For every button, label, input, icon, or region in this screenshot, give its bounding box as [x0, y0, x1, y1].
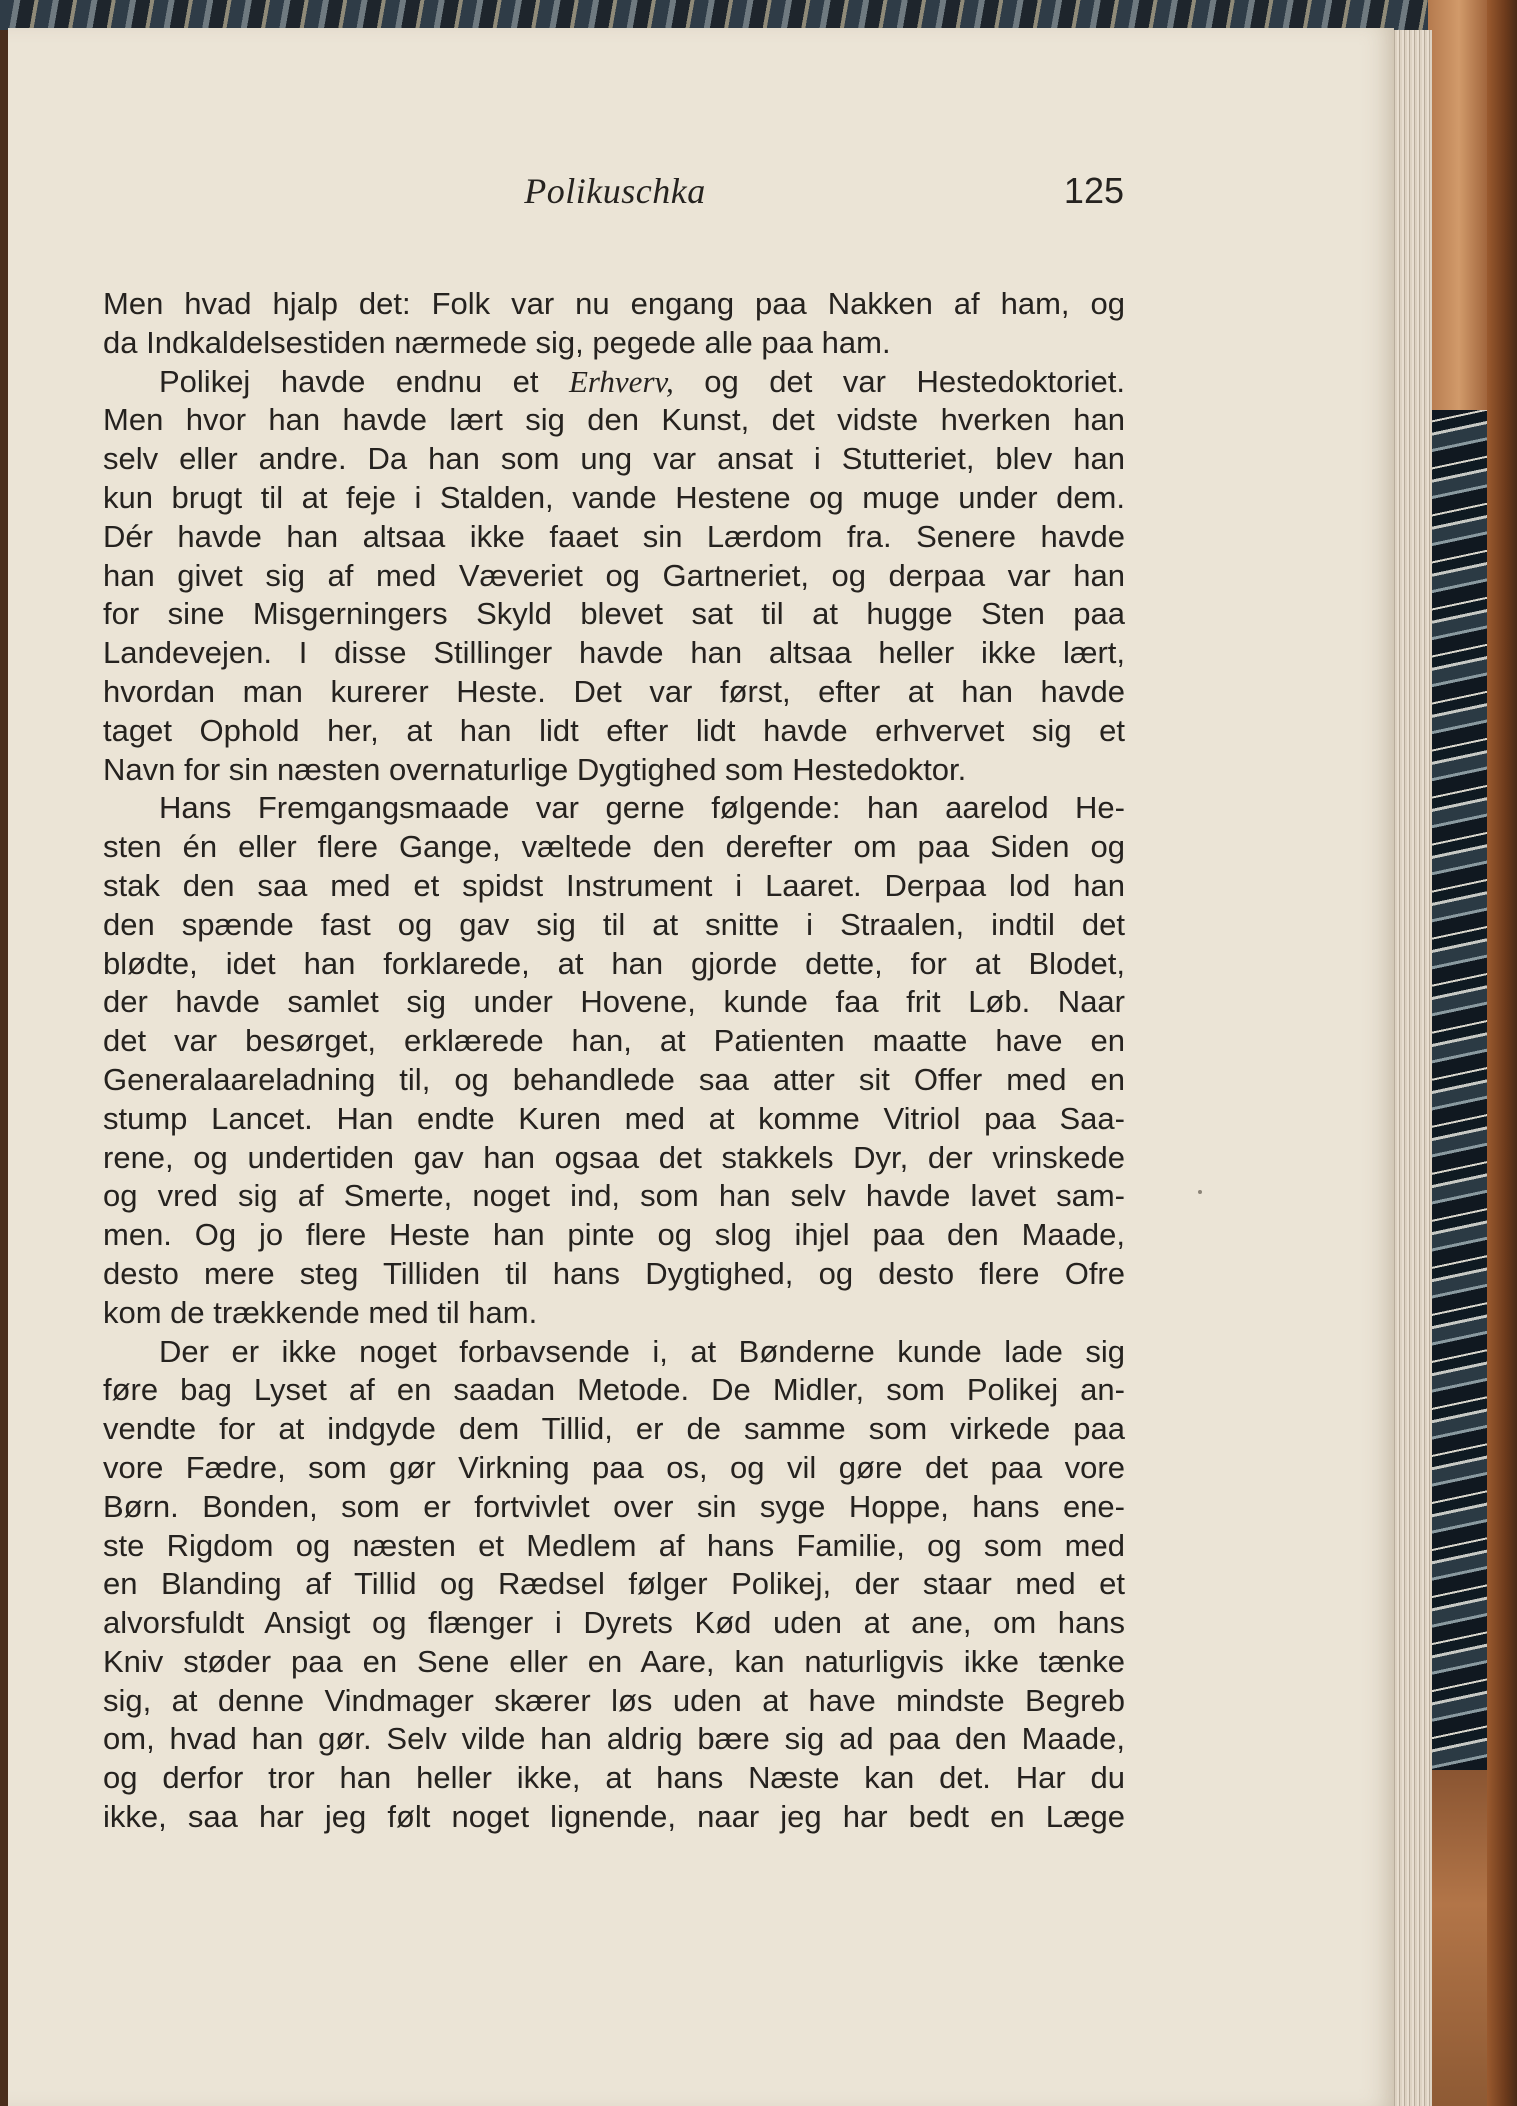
text-line-30: vendte for at indgyde dem Tillid, er de samme som virkede paa — [103, 1411, 1125, 1447]
running-title: Polikuschka — [524, 171, 706, 211]
text-line-12: taget Ophold her, at han lidt efter lidt havde erhvervet sig et — [103, 712, 1125, 748]
text-line-4: Men hvor han havde lært sig den Kunst, det vidste hverken han — [103, 402, 1125, 438]
text-line-9: for sine Misgerningers Skyld blevet sat til at hugge Sten paa — [103, 596, 1125, 632]
text-line-31: vore Fædre, som gør Virkning paa os, og vil gøre det paa vore — [103, 1449, 1125, 1485]
text-line-36: Kniv støder paa en Sene eller en Aare, kan naturligvis ikke tænke — [103, 1643, 1125, 1679]
running-head — [8, 170, 1394, 220]
leather-corner-bottom — [1428, 1770, 1490, 2106]
marbled-board-edge — [0, 0, 1517, 30]
text-line-3-start: Polikej havde endnu et — [159, 363, 569, 399]
text-line-40: ikke, saa har jeg følt noget lignende, naar jeg har bedt en Læge — [103, 1799, 1125, 1835]
book-page — [8, 28, 1394, 2106]
text-line-24: og vred sig af Smerte, noget ind, som han selv havde lavet sam- — [103, 1178, 1125, 1214]
text-line-2: da Indkaldelsestiden nærmede sig, pegede alle paa ham. — [103, 324, 891, 360]
text-line-26: desto mere steg Tilliden til hans Dygtighed, og desto flere Ofre — [103, 1255, 1125, 1291]
text-line-10: Landevejen. I disse Stillinger havde han altsaa heller ikke lært, — [103, 635, 1125, 671]
text-line-28: Der er ikke noget forbavsende i, at Bønderne kunde lade sig — [159, 1333, 1125, 1369]
text-line-18: blødte, idet han forklarede, at han gjorde dette, for at Blodet, — [103, 945, 1125, 981]
text-line-20: det var besørget, erklærede han, at Patienten maatte have en — [103, 1023, 1125, 1059]
text-line-5: selv eller andre. Da han som ung var ansat i Stutteriet, blev han — [103, 441, 1125, 477]
text-line-3 — [103, 363, 1125, 402]
text-line-22: stump Lancet. Han endte Kuren med at komme Vitriol paa Saa- — [103, 1100, 1125, 1136]
text-line-25: men. Og jo flere Heste han pinte og slog ihjel paa den Maade, — [103, 1217, 1125, 1253]
text-line-11: hvordan man kurerer Heste. Det var først, efter at han havde — [103, 673, 1125, 709]
text-line-34: en Blanding af Tillid og Rædsel følger Polikej, der staar med et — [103, 1566, 1125, 1602]
text-line-27: kom de trækkende med til ham. — [103, 1294, 538, 1330]
text-line-15: sten én eller flere Gange, væltede den derefter om paa Siden og — [103, 829, 1125, 865]
text-line-32: Børn. Bonden, som er fortvivlet over sin syge Hoppe, hans ene- — [103, 1488, 1125, 1524]
text-line-14: Hans Fremgangsmaade var gerne følgende: han aarelod He- — [159, 790, 1125, 826]
text-line-33: ste Rigdom og næsten et Medlem af hans Familie, og som med — [103, 1527, 1125, 1563]
text-line-17: den spænde fast og gav sig til at snitte i Straalen, indtil det — [103, 906, 1125, 942]
text-line-13: Navn for sin næsten overnaturlige Dygtighed som Hestedoktor. — [103, 751, 967, 787]
text-line-38: om, hvad han gør. Selv vilde han aldrig bære sig ad paa den Maade, — [103, 1721, 1125, 1757]
page-number: 125 — [1063, 170, 1124, 211]
text-line-7: Dér havde han altsaa ikke faaet sin Lærdom fra. Senere havde — [103, 518, 1125, 554]
text-line-37: sig, at denne Vindmager skærer løs uden at have mindste Begreb — [103, 1682, 1125, 1718]
margin-speck — [1198, 1190, 1202, 1194]
text-line-16: stak den saa med et spidst Instrument i Laaret. Derpaa lod han — [103, 867, 1125, 903]
text-line-6: kun brugt til at feje i Stalden, vande Hestene og muge under dem. — [103, 479, 1125, 515]
text-line-1: Men hvad hjalp det: Folk var nu engang paa Nakken af ham, og — [103, 286, 1125, 321]
body-text — [103, 285, 1125, 1837]
text-line-23: rene, og undertiden gav han ogsaa det stakkels Dyr, der vrinskede — [103, 1139, 1125, 1175]
text-line-29: føre bag Lyset af en saadan Metode. De Midler, som Polikej an- — [103, 1372, 1125, 1408]
text-line-21: Generalaareladning til, og behandlede saa atter sit Offer med en — [103, 1061, 1125, 1097]
leather-corner-top — [1428, 0, 1490, 410]
text-line-19: der havde samlet sig under Hovene, kunde faa frit Løb. Naar — [103, 984, 1125, 1020]
text-line-35: alvorsfuldt Ansigt og flænger i Dyrets Kød uden at ane, om hans — [103, 1605, 1125, 1641]
text-line-8: han givet sig af med Væveriet og Gartneriet, og derpaa var han — [103, 557, 1125, 593]
page-edges — [1392, 30, 1432, 2106]
leather-spine — [1487, 0, 1517, 2106]
text-line-3-end: og det var Hestedoktoriet. — [673, 363, 1125, 399]
text-line-39: og derfor tror han heller ikke, at hans Næste kan det. Har du — [103, 1760, 1125, 1796]
emphasis-erhverv: Erhverv, — [568, 363, 674, 399]
